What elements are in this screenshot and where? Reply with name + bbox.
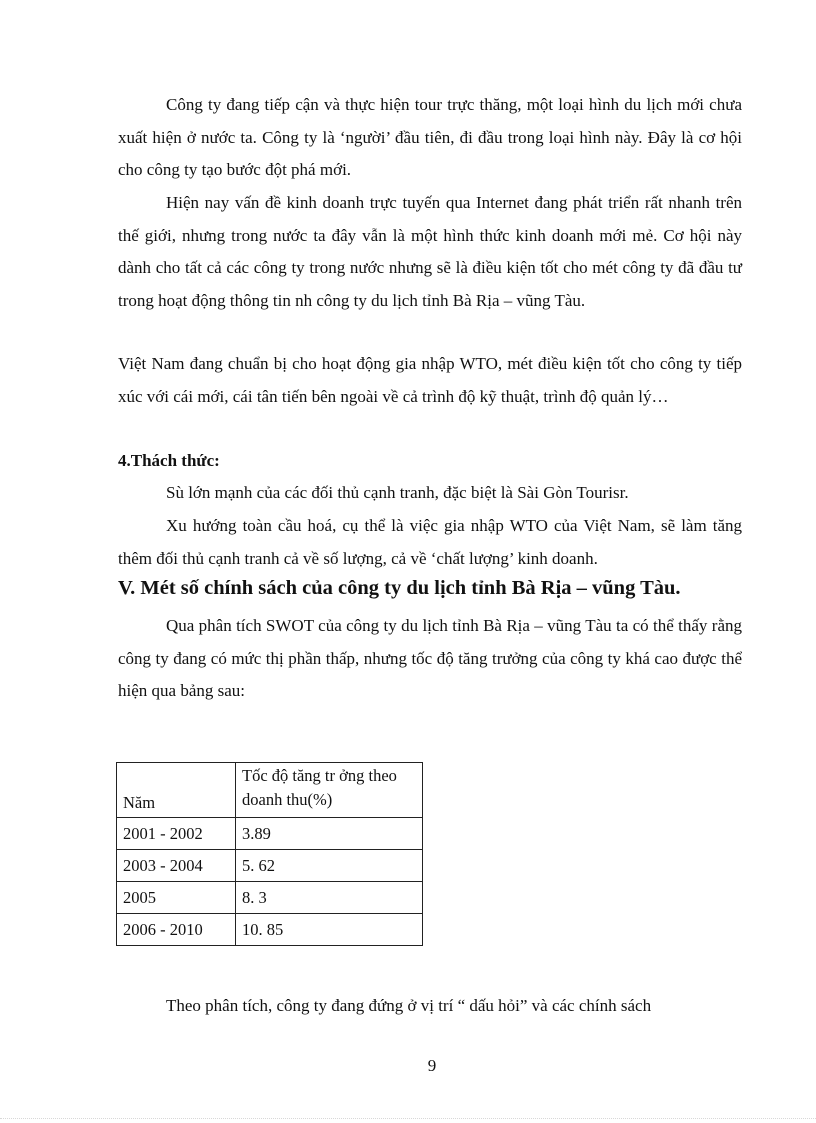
table-cell-growth: 3.89 [236, 818, 423, 850]
footer-divider [0, 1118, 816, 1119]
table-cell-year: 2003 - 2004 [117, 850, 236, 882]
section-title-policies: V. Mét số chính sách của công ty du lịch tỉnh Bà Rịa – vũng Tàu. [118, 577, 681, 599]
paragraph-competitors: Sù lớn mạnh của các đối thủ cạnh tranh, đặc biệt là Sài Gòn Tourisr. [166, 483, 629, 502]
paragraph-swot-analysis: Qua phân tích SWOT của công ty du lịch tỉnh Bà Rịa – vũng Tàu ta có thể thấy rằng công ty đang có mức thị phần thấp, nhưng tốc độ tăng trưởng của công ty khá cao được thể hiện qua bảng sau: [118, 616, 742, 700]
table-cell-year: 2005 [117, 882, 236, 914]
table-cell-growth: 10. 85 [236, 914, 423, 946]
page-number: 9 [427, 1056, 437, 1075]
paragraph-globalization: Xu hướng toàn cầu hoá, cụ thể là việc gia nhập WTO của Việt Nam, sẽ làm tăng thêm đối thủ cạnh tranh cả về số lượng, cả về ‘chất lượng’ kinh doanh. [118, 516, 742, 568]
table-header-year: Năm [117, 763, 236, 818]
growth-table [116, 762, 423, 946]
table-cell-growth: 8. 3 [236, 882, 423, 914]
table-header-row [117, 763, 423, 818]
table-row [117, 882, 423, 914]
paragraph-question-mark-position: Theo phân tích, công ty đang đứng ở vị trí “ dấu hỏi” và các chính sách [166, 996, 652, 1015]
table-row [117, 850, 423, 882]
table-row [117, 818, 423, 850]
table-header-growth: Tốc độ tăng tr ởng theo doanh thu(%) [236, 763, 423, 818]
paragraph-wto-preparation: Việt Nam đang chuẩn bị cho hoạt động gia nhập WTO, mét điều kiện tốt cho công ty tiếp xúc với cái mới, cái tân tiến bên ngoài về cả trình độ kỹ thuật, trình độ quản lý… [118, 354, 742, 406]
table-cell-growth: 5. 62 [236, 850, 423, 882]
heading-threats: 4.Thách thức: [118, 451, 220, 470]
table-cell-year: 2006 - 2010 [117, 914, 236, 946]
paragraph-online-business: Hiện nay vấn đề kinh doanh trực tuyến qua Internet đang phát triển rất nhanh trên thế giới, nhưng trong nước ta đây vẫn là một hình thức kinh doanh mới mẻ. Cơ hội này dành cho tất cả các công ty trong nước nhưng sẽ là điều kiện tốt cho mét công ty đã đầu tư trong hoạt động thông tin nh công ty du lịch tỉnh Bà Rịa – vũng Tàu. [118, 193, 742, 310]
paragraph-helicopter-tour: Công ty đang tiếp cận và thực hiện tour trực thăng, một loại hình du lịch mới chưa xuất hiện ở nước ta. Công ty là ‘người’ đầu tiên, đi đầu trong loại hình này. Đây là cơ hội cho công ty tạo bước đột phá mới. [118, 95, 742, 179]
table-cell-year: 2001 - 2002 [117, 818, 236, 850]
table-row [117, 914, 423, 946]
